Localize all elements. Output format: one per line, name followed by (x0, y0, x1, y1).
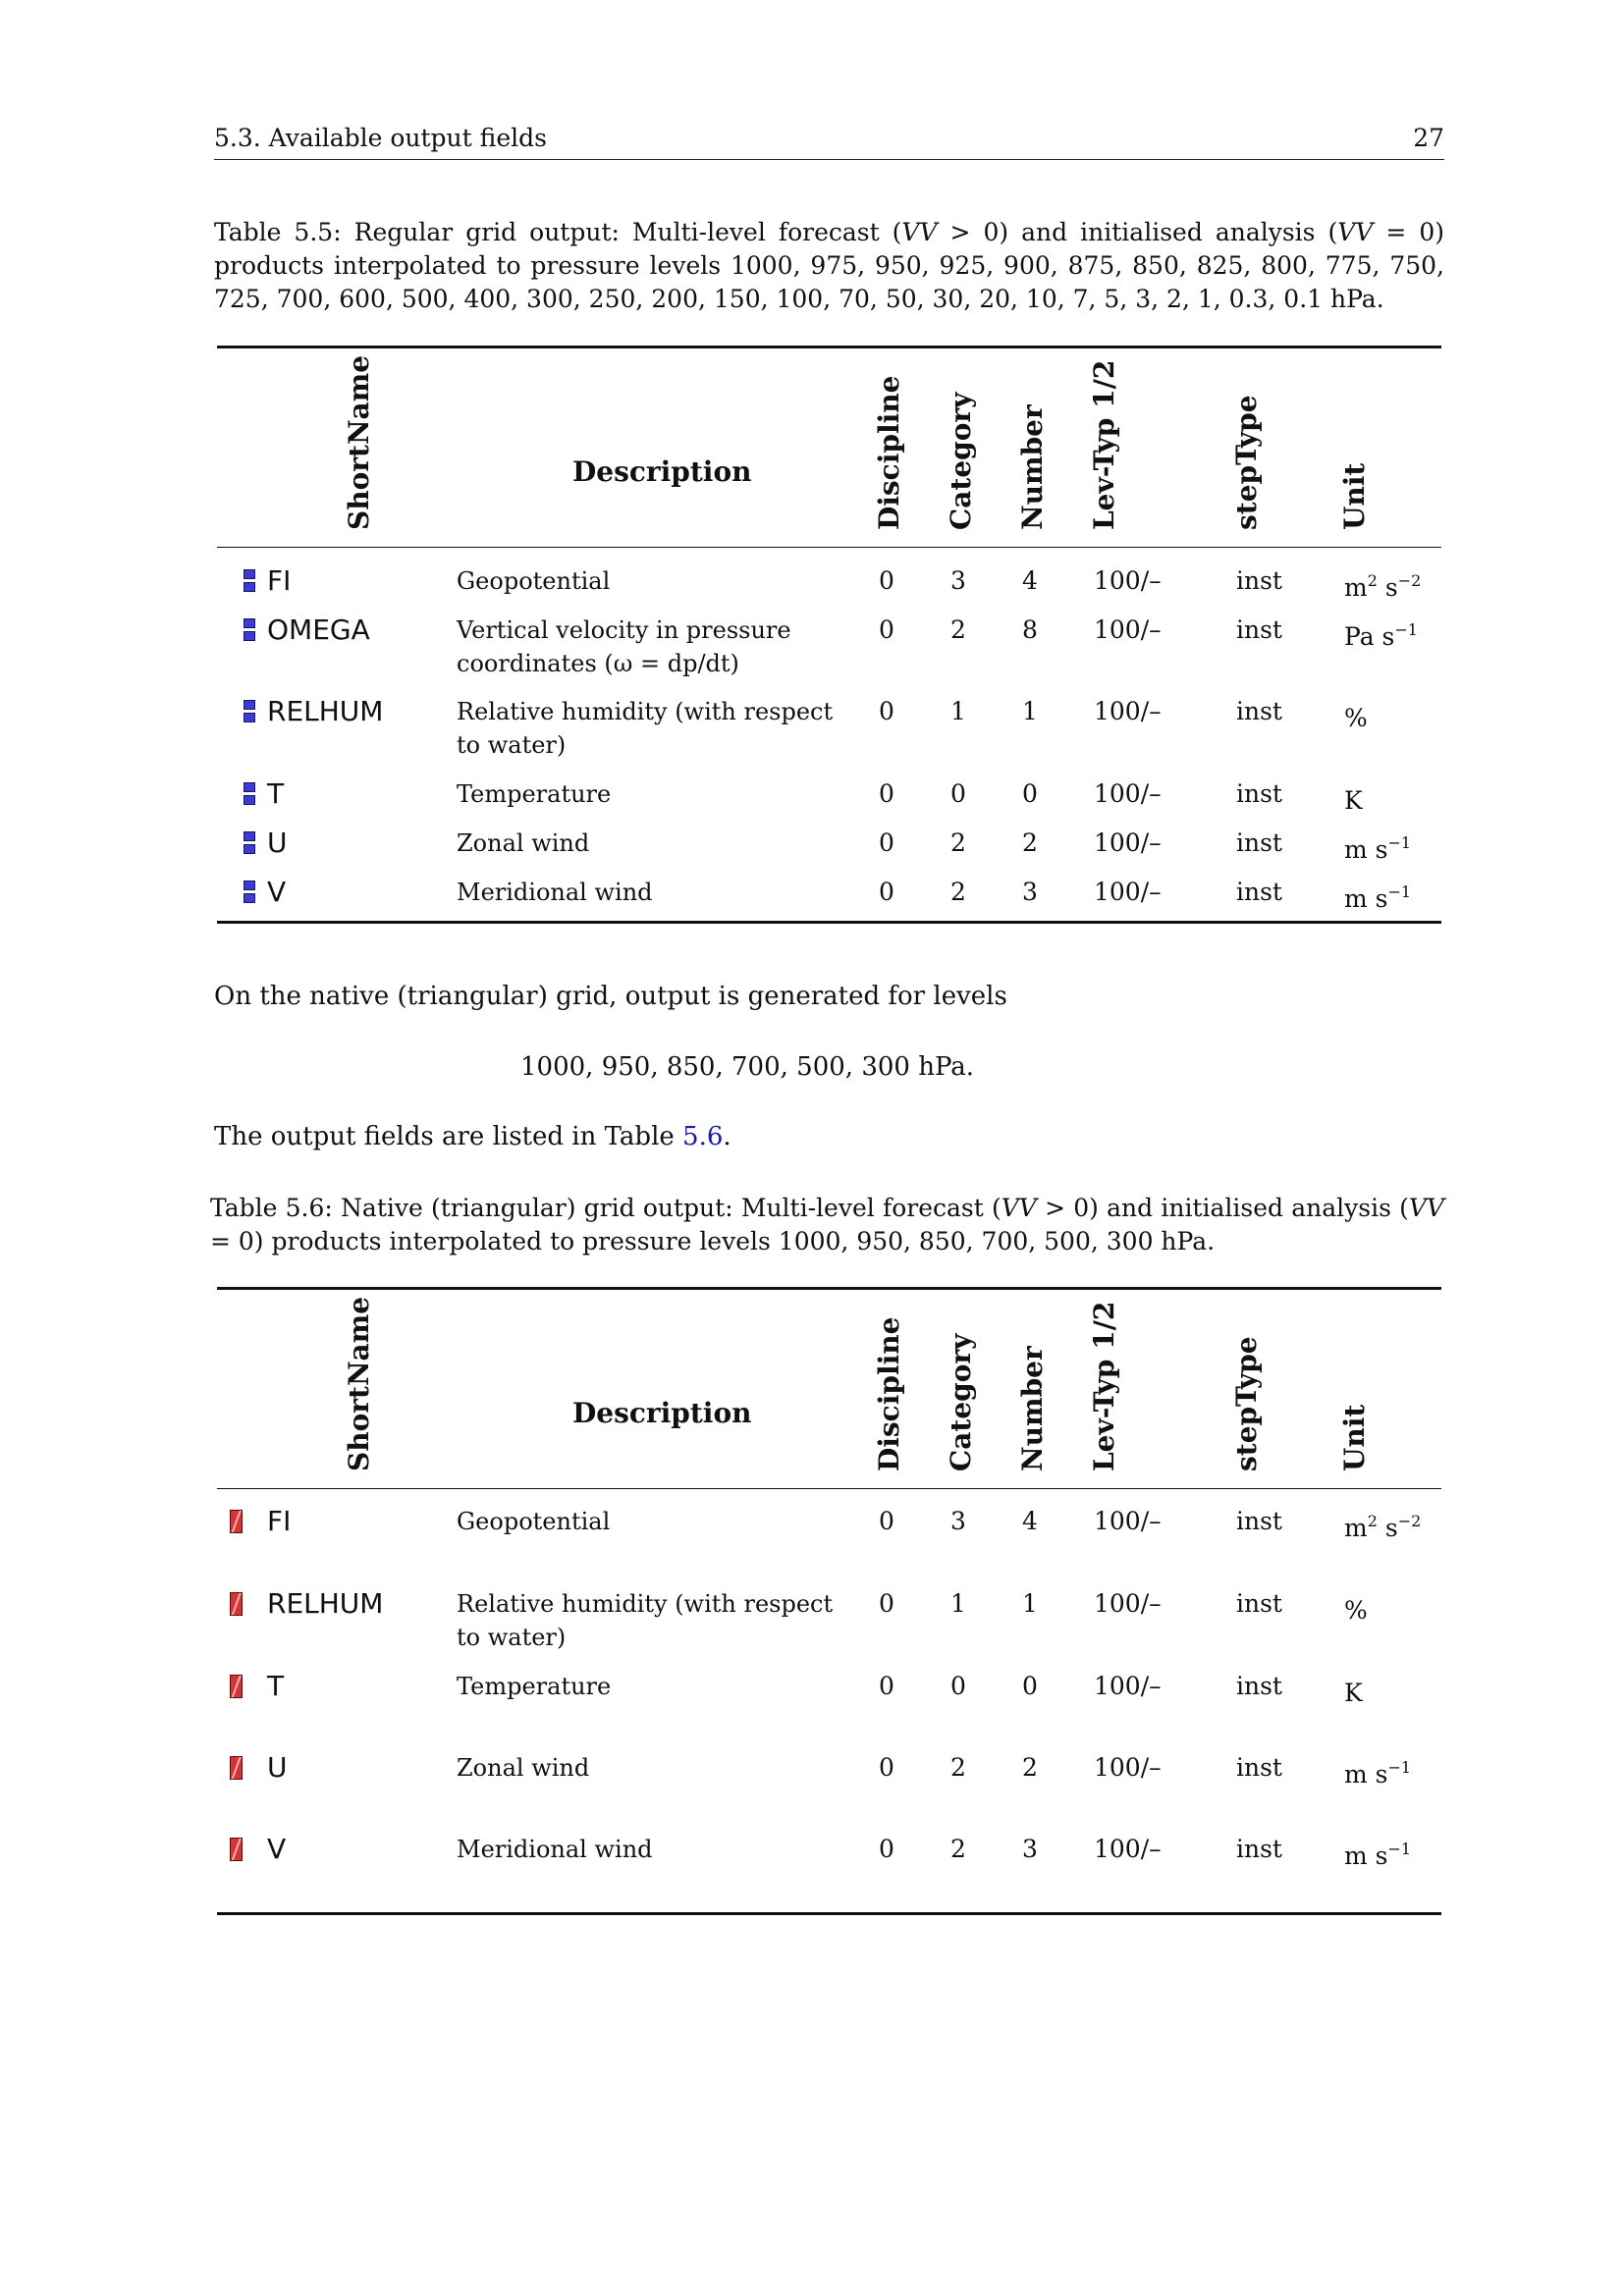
unit-exponent: −1 (1387, 1758, 1412, 1777)
steptype-value: inst (1236, 1753, 1282, 1782)
table-row (217, 1505, 1441, 1564)
grid-marker-icon (244, 618, 255, 642)
unit-base: m s (1344, 884, 1388, 913)
number-value: 2 (1022, 828, 1038, 857)
levtyp-value: 100/– (1094, 779, 1162, 808)
description: Geopotential (457, 567, 611, 595)
levtyp-value: 100/– (1094, 1835, 1162, 1863)
discipline-value: 0 (879, 1835, 894, 1863)
marker-square-icon (244, 893, 255, 903)
col-header-description: Description (572, 455, 752, 488)
col-header-description: Description (572, 1397, 752, 1429)
levtyp-value: 100/– (1094, 615, 1162, 644)
levtyp-value: 100/– (1094, 697, 1162, 725)
marker-square-icon (244, 618, 255, 628)
unit-value (1344, 777, 1363, 818)
levtyp-value: 100/– (1094, 828, 1162, 857)
number-value: 2 (1022, 1753, 1038, 1782)
triangle-grid-marker-icon (230, 1592, 243, 1616)
short-name: V (267, 1833, 287, 1865)
marker-square-icon (244, 569, 255, 579)
unit-exponent: −1 (1387, 1840, 1412, 1858)
category-value: 0 (950, 1672, 966, 1700)
category-value: 2 (950, 615, 966, 644)
unit-base: % (1344, 704, 1368, 732)
unit-value (1344, 695, 1368, 735)
col-header-steptype: stepType (1230, 395, 1263, 530)
short-name: U (267, 1751, 288, 1784)
table-row (217, 876, 1441, 934)
discipline-value: 0 (879, 1753, 894, 1782)
unit-base: s (1377, 1514, 1398, 1542)
short-name: FI (267, 1505, 292, 1537)
unit-base: m s (1344, 1842, 1388, 1870)
marker-square-icon (244, 831, 255, 841)
marker-square-icon (244, 881, 255, 890)
discipline-value: 0 (879, 1507, 894, 1535)
steptype-value: inst (1236, 566, 1282, 595)
levtyp-value: 100/– (1094, 1672, 1162, 1700)
col-header-number: Number (1016, 404, 1049, 530)
grid-marker-icon (244, 831, 255, 855)
marker-square-icon (244, 631, 255, 641)
col-header-steptype: stepType (1230, 1336, 1263, 1471)
unit-base: m s (1344, 835, 1388, 864)
description: Temperature (457, 780, 612, 808)
levels-display: 1000, 950, 850, 700, 500, 300 hPa. (520, 1052, 975, 1082)
col-header-category: Category (945, 1333, 977, 1471)
unit-exponent: −1 (1387, 882, 1412, 901)
unit-value (1344, 1751, 1411, 1791)
col-header-shortname: ShortName (343, 1296, 375, 1471)
description: Zonal wind (457, 829, 590, 857)
grid-marker-icon (244, 881, 255, 904)
marker-square-icon (244, 582, 255, 592)
unit-exponent: −2 (1397, 1512, 1422, 1530)
levtyp-value: 100/– (1094, 1589, 1162, 1618)
triangle-grid-marker-icon (230, 1838, 243, 1861)
category-value: 1 (950, 697, 966, 725)
table-5-5 (217, 346, 1441, 925)
description: Zonal wind (457, 1754, 590, 1782)
col-header-unit: Unit (1338, 1404, 1371, 1471)
grid-marker-icon (244, 782, 255, 806)
number-value: 1 (1022, 697, 1038, 725)
steptype-value: inst (1236, 828, 1282, 857)
category-value: 2 (950, 878, 966, 906)
unit-value (1344, 614, 1418, 654)
table-top-rule (217, 346, 1441, 348)
short-name: RELHUM (267, 695, 384, 727)
levtyp-value: 100/– (1094, 566, 1162, 595)
triangle-grid-marker-icon (230, 1675, 243, 1698)
steptype-value: inst (1236, 1589, 1282, 1618)
category-value: 3 (950, 1507, 966, 1535)
listed-paragraph: The output fields are listed in Table 5.6. (214, 1122, 731, 1151)
table-header-rule (217, 1488, 1441, 1489)
description: Vertical velocity in pressure coordinates (ω = dp/dt) (457, 616, 791, 677)
category-value: 0 (950, 779, 966, 808)
steptype-value: inst (1236, 697, 1282, 725)
category-value: 2 (950, 828, 966, 857)
grid-marker-icon (244, 700, 255, 723)
description: Relative humidity (with respect to water) (457, 1590, 834, 1651)
unit-base: % (1344, 1596, 1368, 1625)
discipline-value: 0 (879, 697, 894, 725)
intro-paragraph: On the native (triangular) grid, output is generated for levels (214, 982, 1007, 1011)
unit-base: m s (1344, 1760, 1388, 1789)
table-row (217, 1833, 1441, 1892)
grid-marker-icon (244, 569, 255, 593)
running-header (214, 124, 1444, 160)
marker-square-icon (244, 844, 255, 854)
steptype-value: inst (1236, 878, 1282, 906)
section-title: 5.3. Available output fields (214, 124, 547, 152)
short-name: FI (267, 564, 292, 597)
number-value: 1 (1022, 1589, 1038, 1618)
table-5-5-caption: Table 5.5: Regular grid output: Multi-level forecast (VV > 0) and initialised analysis (VV = 0) products interpolated to pressure levels 1000, 975, 950, 925, 900, 875, 850, 825, 800, 775, 750, 725, 700, 600, 500, 400, 300, 250, 200, 150, 100, 70, 50, 30, 20, 10, 7, 5, 3, 2, 1, 0.3, 0.1 hPa. (214, 218, 1445, 313)
number-value: 3 (1022, 1835, 1038, 1863)
table-row (217, 1587, 1441, 1651)
table-bottom-rule (217, 1912, 1441, 1915)
short-name: U (267, 827, 288, 859)
page-number: 27 (1413, 124, 1444, 152)
discipline-value: 0 (879, 1589, 894, 1618)
unit-exponent: −2 (1397, 571, 1422, 590)
discipline-value: 0 (879, 1672, 894, 1700)
number-value: 0 (1022, 779, 1038, 808)
levtyp-value: 100/– (1094, 1753, 1162, 1782)
number-value: 4 (1022, 566, 1038, 595)
table-row (217, 1751, 1441, 1810)
discipline-value: 0 (879, 615, 894, 644)
short-name: T (267, 777, 285, 810)
marker-stripe-icon (230, 1510, 243, 1533)
table-top-rule (217, 1287, 1441, 1290)
col-header-discipline: Discipline (873, 1316, 905, 1471)
discipline-value: 0 (879, 779, 894, 808)
col-header-unit: Unit (1338, 462, 1371, 530)
number-value: 3 (1022, 878, 1038, 906)
description: Relative humidity (with respect to water) (457, 698, 834, 759)
unit-exponent: 2 (1367, 571, 1378, 590)
marker-stripe-icon (230, 1675, 243, 1698)
unit-value (1344, 1833, 1411, 1873)
category-value: 3 (950, 566, 966, 595)
col-header-number: Number (1016, 1346, 1049, 1471)
unit-exponent: −1 (1387, 833, 1412, 852)
steptype-value: inst (1236, 615, 1282, 644)
unit-exponent: −1 (1394, 620, 1418, 639)
col-header-discipline: Discipline (873, 375, 905, 530)
unit-exponent: 2 (1367, 1512, 1378, 1530)
unit-value (1344, 876, 1411, 916)
table-row (217, 695, 1441, 759)
unit-value (1344, 564, 1421, 605)
short-name: OMEGA (267, 614, 370, 646)
short-name: T (267, 1670, 285, 1702)
unit-base: Pa s (1344, 622, 1395, 651)
discipline-value: 0 (879, 828, 894, 857)
table-5-6 (217, 1287, 1441, 1925)
levtyp-value: 100/– (1094, 1507, 1162, 1535)
marker-stripe-icon (230, 1592, 243, 1616)
levtyp-value: 100/– (1094, 878, 1162, 906)
number-value: 8 (1022, 615, 1038, 644)
col-header-levtyp: Lev-Typ 1/2 (1088, 359, 1120, 530)
col-header-levtyp: Lev-Typ 1/2 (1088, 1301, 1120, 1471)
table-5-6-link[interactable]: 5.6 (682, 1122, 724, 1151)
col-header-category: Category (945, 392, 977, 530)
discipline-value: 0 (879, 878, 894, 906)
marker-square-icon (244, 782, 255, 792)
table-row (217, 1670, 1441, 1729)
marker-square-icon (244, 700, 255, 710)
table-row (217, 614, 1441, 677)
number-value: 4 (1022, 1507, 1038, 1535)
marker-square-icon (244, 795, 255, 805)
triangle-grid-marker-icon (230, 1510, 243, 1533)
unit-base: m (1344, 1514, 1368, 1542)
unit-value (1344, 1587, 1368, 1628)
marker-square-icon (244, 713, 255, 722)
short-name: V (267, 876, 287, 908)
description: Geopotential (457, 1508, 611, 1535)
steptype-value: inst (1236, 1835, 1282, 1863)
unit-value (1344, 827, 1411, 867)
description: Temperature (457, 1673, 612, 1700)
category-value: 2 (950, 1753, 966, 1782)
unit-base: K (1344, 1679, 1363, 1707)
unit-value (1344, 1670, 1363, 1710)
steptype-value: inst (1236, 1672, 1282, 1700)
marker-stripe-icon (230, 1838, 243, 1861)
triangle-grid-marker-icon (230, 1756, 243, 1780)
table-5-6-caption: Table 5.6: Native (triangular) grid output: Multi-level forecast (VV > 0) and initialised analysis (VV = 0) products interpolated to pressure levels 1000, 950, 850, 700, 500, 300 hPa. (210, 1194, 1444, 1255)
description: Meridional wind (457, 1836, 653, 1863)
unit-base: s (1377, 573, 1398, 602)
unit-value (1344, 1505, 1421, 1545)
steptype-value: inst (1236, 779, 1282, 808)
table-header-rule (217, 547, 1441, 548)
number-value: 0 (1022, 1672, 1038, 1700)
category-value: 2 (950, 1835, 966, 1863)
marker-stripe-icon (230, 1756, 243, 1780)
steptype-value: inst (1236, 1507, 1282, 1535)
unit-base: K (1344, 786, 1363, 815)
col-header-shortname: ShortName (343, 354, 375, 530)
short-name: RELHUM (267, 1587, 384, 1620)
unit-base: m (1344, 573, 1368, 602)
description: Meridional wind (457, 879, 653, 906)
category-value: 1 (950, 1589, 966, 1618)
discipline-value: 0 (879, 566, 894, 595)
